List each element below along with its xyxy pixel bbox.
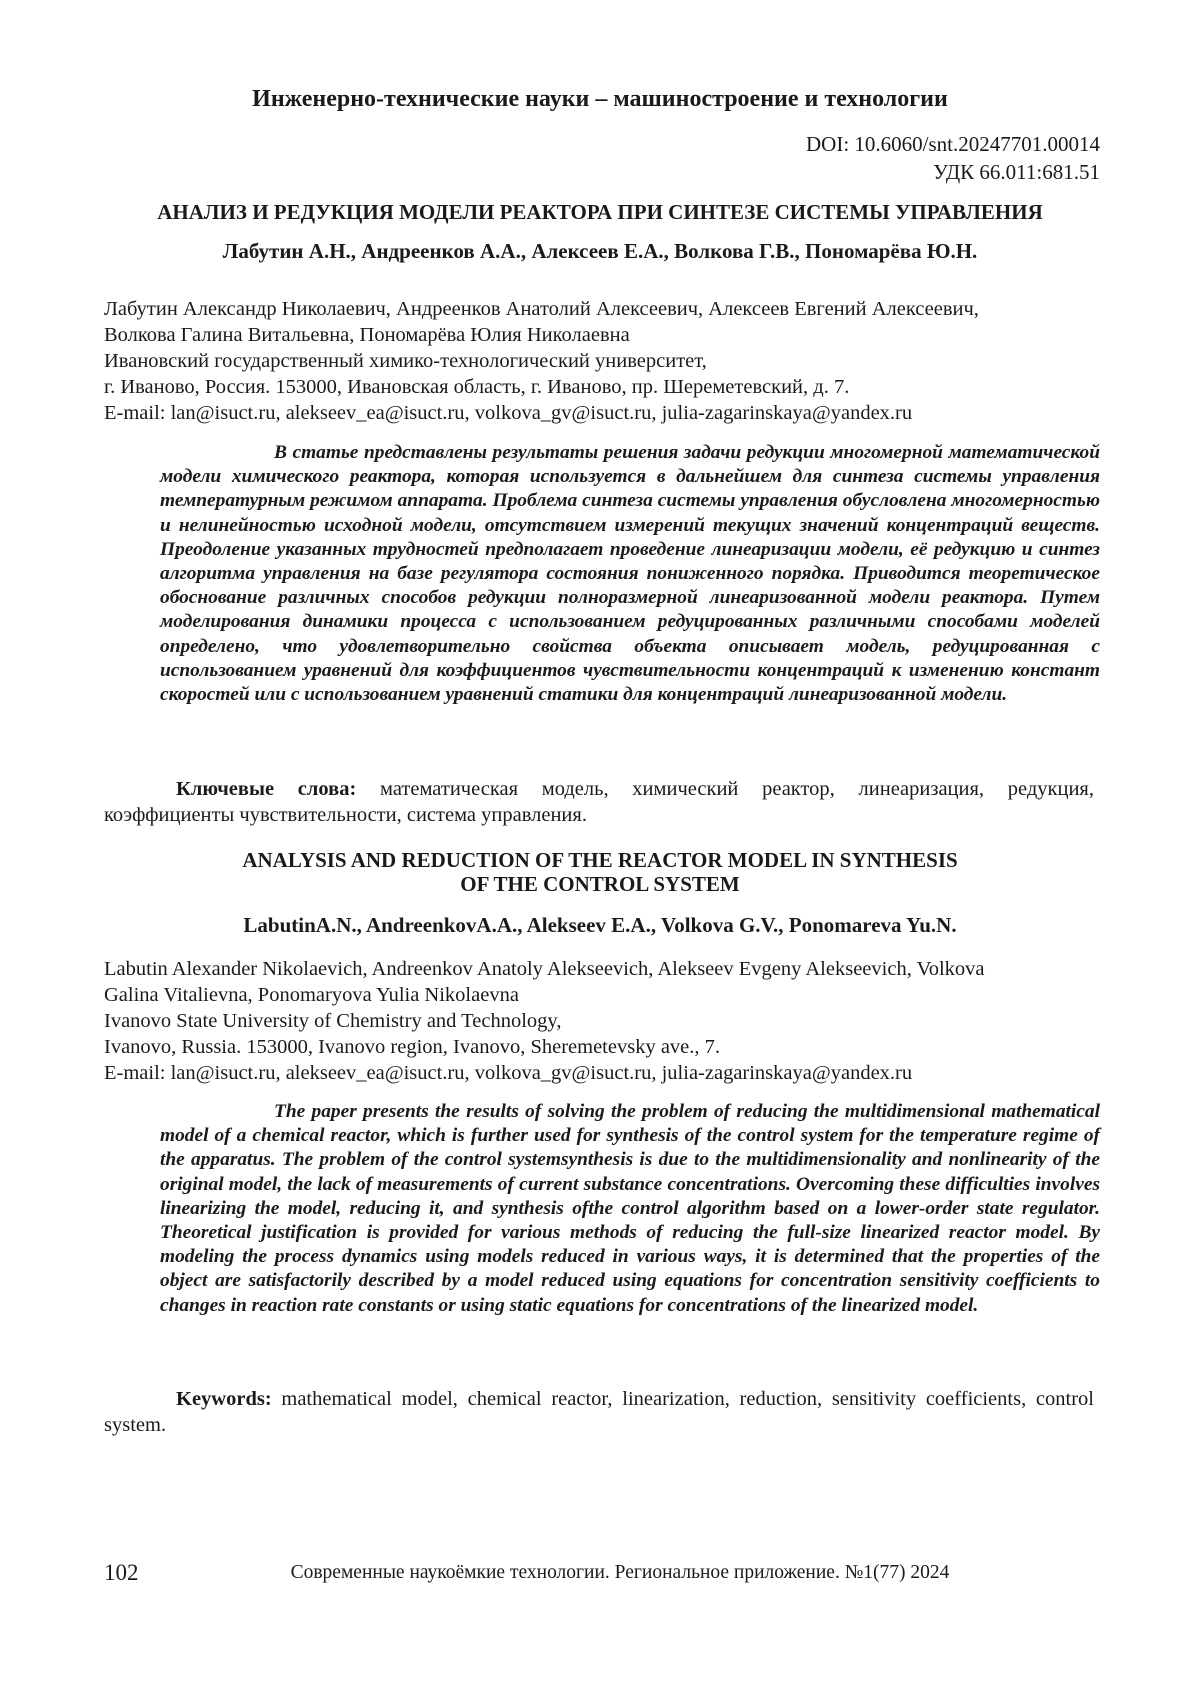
ru-authors: Лабутин А.Н., Андреенков А.А., Алексеев Е.А., Волкова Г.В., Пономарёва Ю.Н. [222,239,978,263]
en-keywords [104,1386,1094,1438]
ru-affiliation-line: г. Иваново, Россия. 153000, Ивановская область, г. Иваново, пр. Шереметевский, д. 7. [104,376,850,398]
en-keywords-text: mathematical model, chemical reactor, linearization, reduction, sensitivity coefficients, control system. [104,1388,1094,1436]
ru-email-line[interactable]: E-mail: lan@isuct.ru, alekseev_ea@isuct.ru, volkova_gv@isuct.ru, julia-zagarinskaya@yandex.ru [104,402,913,424]
en-title-line: ANALYSIS AND REDUCTION OF THE REACTOR MODEL IN SYNTHESIS [242,848,958,872]
en-abstract-text: The paper presents the results of solving the problem of reducing the multidimensional mathematical model of a chemical reactor, which is further used for synthesis of the control system for the temperature regime of the apparatus. The problem of the control systemsynthesis is due to the multidimensionality and nonlinearity of the original model, the lack of measurements of current substance concentrations. Overcoming these difficulties involves linearizing the model, reducing it, and synthesis ofthe control algorithm based on a lower-order state regulator. Theoretical justification is provided for various methods of reducing the full-size linearized reactor model. By modeling the process dynamics using models reduced in various ways, it is determined that the properties of the object are satisfactorily described by a model reduced using equations for concentration sensitivity coefficients to changes in reaction rate constants or using static equations for concentrations of the linearized model. [160,1101,1100,1316]
ru-keywords-text: математическая модель, химический реактор, линеаризация, редукция, коэффициенты чувствительности, система управления. [104,778,1094,826]
section-header: Инженерно-технические науки – машиностроение и технологии [252,86,948,112]
en-title [100,848,1100,896]
ru-keywords [104,776,1094,828]
ru-affiliation [104,296,1094,426]
page-number: 102 [104,1560,139,1585]
en-affiliation-line: Ivanovo State University of Chemistry and Technology, [104,1010,562,1032]
journal-footer: Современные наукоёмкие технологии. Региональное приложение. №1(77) 2024 [290,1562,950,1583]
en-affiliation-line: Labutin Alexander Nikolaevich, Andreenkov Anatoly Alekseevich, Alekseev Evgeny Alekseevich, Volkova [104,958,985,980]
en-abstract [160,1100,1100,1318]
en-email-line[interactable]: E-mail: lan@isuct.ru, alekseev_ea@isuct.ru, volkova_gv@isuct.ru, julia-zagarinskaya@yandex.ru [104,1062,913,1084]
en-affiliation [104,956,1094,1086]
ru-affiliation-line: Ивановский государственный химико-технологический университет, [104,350,707,372]
ru-keywords-label: Ключевые слова: [176,778,357,800]
ru-abstract-text: В статье представлены результаты решения задачи редукции многомерной математической модели химического реактора, которая используется в дальнейшем для синтеза системы управления температурным режимом аппарата. Проблема синтеза системы управления обусловлена многомерностью и нелинейностью исходной модели, отсутствием измерений текущих значений концентраций веществ. Преодоление указанных трудностей предполагает проведение линеаризации модели, её редукцию и синтез алгоритма управления на базе регулятора состояния пониженного порядка. Приводится теоретическое обоснование различных способов редукции полноразмерной линеаризованной модели реактора. Путем моделирования динамики процесса с использованием редуцированных различными способами моделей определено, что удовлетворительно свойства объекта описывает модель, редуцированная с использованием уравнений для коэффициентов чувствительности концентраций к изменению констант скоростей или с использованием уравнений статики для концентраций линеаризованной модели. [160,442,1100,706]
ru-abstract [160,441,1100,707]
ru-affiliation-line: Лабутин Александр Николаевич, Андреенков Анатолий Алексеевич, Алексеев Евгений Алексеевич, [104,298,979,320]
en-affiliation-line: Ivanovo, Russia. 153000, Ivanovo region, Ivanovo, Sheremetevsky ave., 7. [104,1036,721,1058]
udc: УДК 66.011:681.51 [933,160,1100,184]
en-keywords-label: Keywords: [176,1388,272,1410]
en-affiliation-line: Galina Vitalievna, Ponomaryova Yulia Nikolaevna [104,984,519,1006]
ru-title: АНАЛИЗ И РЕДУКЦИЯ МОДЕЛИ РЕАКТОРА ПРИ СИНТЕЗЕ СИСТЕМЫ УПРАВЛЕНИЯ [157,200,1043,224]
article-meta [806,130,1100,186]
doi[interactable]: DOI: 10.6060/snt.20247701.00014 [806,132,1100,156]
en-title-line: OF THE CONTROL SYSTEM [460,872,740,896]
ru-affiliation-line: Волкова Галина Витальевна, Пономарёва Юлия Николаевна [104,324,630,346]
en-authors: LabutinA.N., AndreenkovA.A., Alekseev E.A., Volkova G.V., Ponomareva Yu.N. [243,913,957,937]
